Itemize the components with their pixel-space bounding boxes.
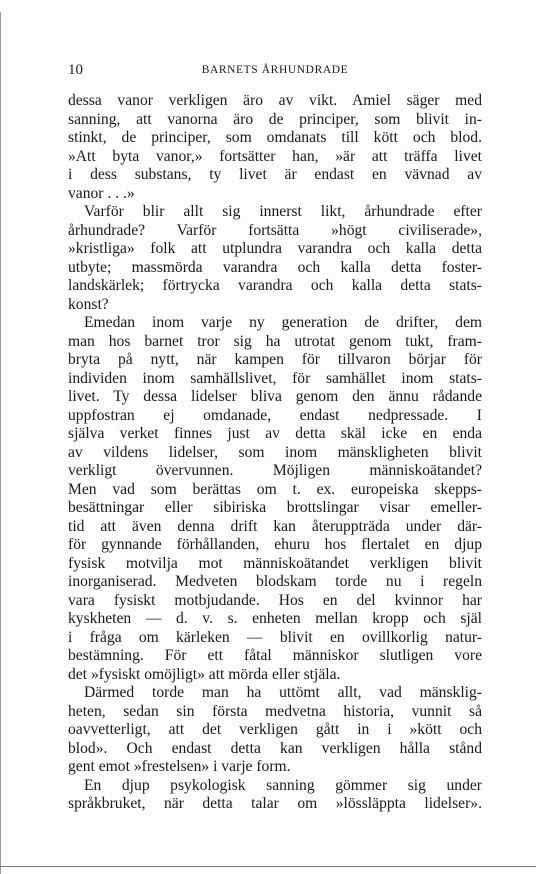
text-line: Därmed torde man ha uttömt allt, vad mänsklig-: [84, 684, 482, 701]
text-line: själva verket finnes just av detta skäl icke en enda: [68, 425, 482, 442]
text-line: stinkt, de principer, som omdanats till kött och blod.: [68, 129, 482, 146]
page-header: [68, 62, 482, 80]
text-line: språkbruket, när detta talar om »lössläppta lidelser».: [68, 795, 482, 812]
text-line: av vildens lidelser, som inom mänskligheten blivit: [68, 443, 482, 461]
text-line: besättningar eller sibiriska brottslingar visar emeller-: [68, 499, 482, 516]
text-line: Emedan inom varje ny generation de drifter, dem: [84, 314, 482, 331]
text-line: vanor . . .»: [68, 184, 135, 202]
text-line: landskärlek; förtrycka varandra och kalla detta stats-: [68, 277, 482, 294]
text-line: århundrade? Varför fortsätta »högt civiliserade»,: [68, 221, 482, 239]
text-line: Men vad som berättas om t. ex. europeiska skepps-: [68, 480, 482, 498]
text-line: En djup psykologisk sanning gömmer sig under: [84, 776, 482, 794]
text-line: inorganiserad. Medveten blodskam torde nu i regeln: [68, 573, 482, 590]
text-line: »Att byta vanor,» fortsätter han, »är att träffa livet: [68, 147, 482, 165]
text-line: »kristliga» folk att utplundra varandra och kalla detta: [68, 240, 482, 257]
text-line: vara fysiskt motbjudande. Hos en del kvinnor har: [68, 591, 482, 609]
bottom-rule: [0, 866, 536, 867]
text-line: uppfostran ej omdanade, endast nedpressade. I: [68, 406, 482, 424]
text-line: heten, sedan sin första medvetna historia, vunnit så: [68, 702, 482, 720]
text-line: kyskheten — d. v. s. enheten mellan kropp och själ: [68, 610, 482, 627]
text-line: det »fysiskt omöjligt» att mörda eller stjäla.: [68, 665, 341, 683]
text-line: gent emot »frestelsen» i varje form.: [68, 758, 291, 775]
text-line: blod». Och endast detta kan verkligen hålla stånd: [68, 739, 482, 757]
text-line: bryta på nytt, när kampen för tillvaron börjar för: [68, 351, 482, 368]
text-line: livet. Ty dessa lidelser bliva genom den ännu rådande: [68, 388, 482, 405]
text-line: konst?: [68, 295, 109, 313]
text-line: man hos barnet tror sig ha utrotat genom tukt, fram-: [68, 332, 482, 350]
text-line: verkligt övervunnen. Möjligen människoätandet?: [68, 462, 482, 479]
text-line: i dess substans, ty livet är endast en vävnad av: [68, 166, 482, 183]
text-line: utbyte; massmörda varandra och kalla detta foster-: [68, 258, 482, 276]
running-title: BARNETS ÅRHUNDRADE: [201, 64, 349, 76]
text-line: oavvetterligt, att det verkligen gått in i »kött och: [68, 721, 482, 738]
text-line: i fråga om kärleken — blivit en ovillkorlig natur-: [68, 628, 482, 646]
text-line: för gynnande förhållanden, ehuru hos flertalet en djup: [68, 536, 482, 553]
text-line: dessa vanor verkligen äro av vikt. Amiel säger med: [68, 92, 482, 109]
text-line: tid att även denna drift kan återuppträda under där-: [68, 517, 482, 535]
page-number: 10: [68, 62, 83, 78]
text-line: sanning, att vanorna äro de principer, som blivit in-: [68, 110, 482, 128]
body-text: [68, 92, 482, 814]
text-line: bestämning. För ett fåtal människor slutligen vore: [68, 647, 482, 664]
text-line: fysisk motvilja mot människoätandet verkligen blivit: [68, 554, 482, 572]
text-line: Varför blir allt sig innerst likt, århundrade efter: [84, 203, 482, 220]
page-edge: [0, 12, 1, 874]
text-line: individen inom samhällslivet, för samhället inom stats-: [68, 369, 482, 387]
